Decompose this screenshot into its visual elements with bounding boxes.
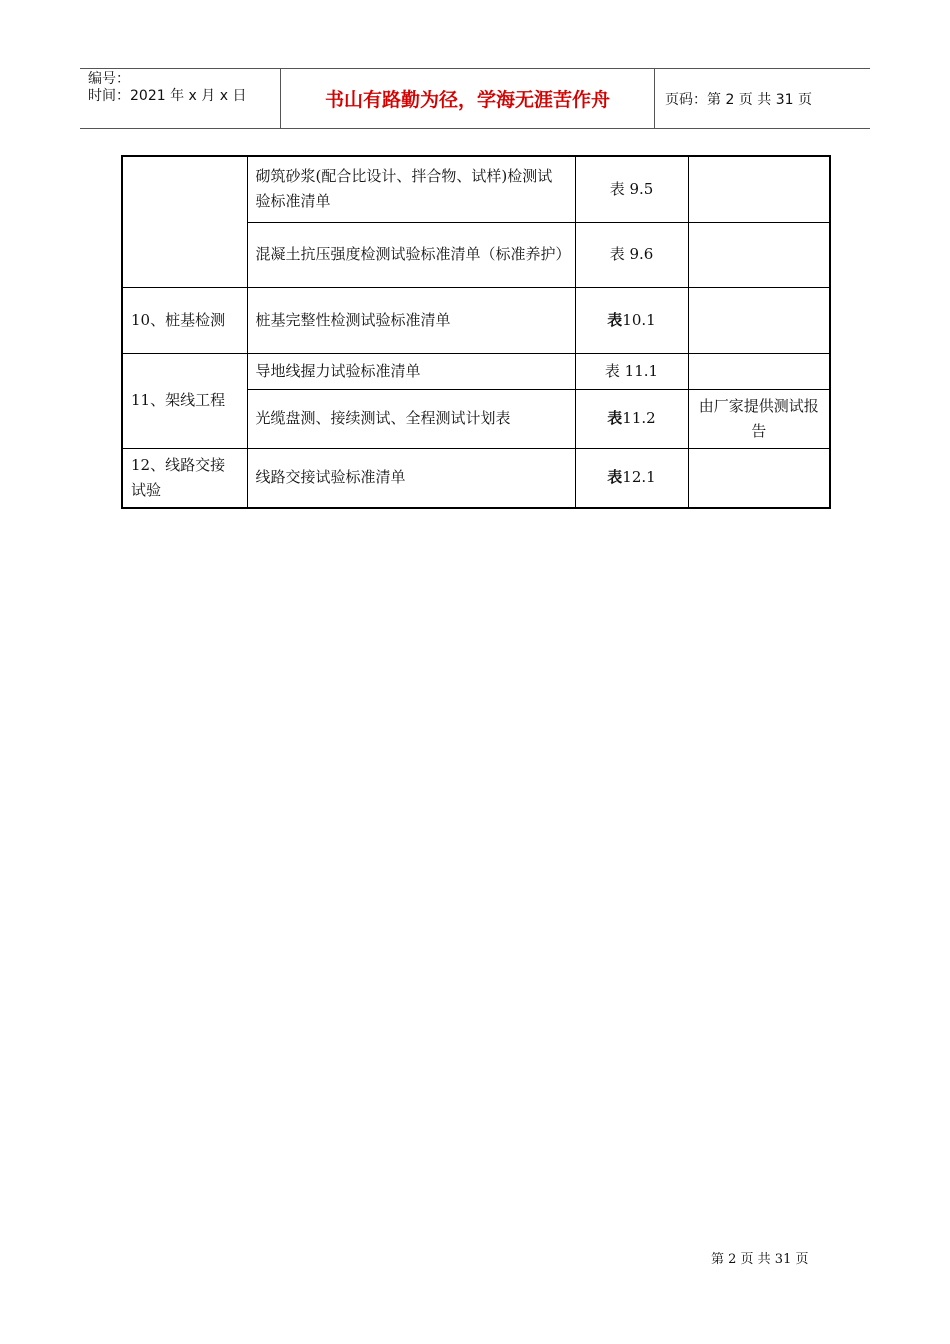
item-name-cell: 砌筑砂浆(配合比设计、拌合物、试样)检测试验标准清单 (247, 156, 575, 222)
table-code-cell (575, 287, 688, 353)
note-cell (688, 448, 830, 508)
table-code: 表 11.1 (604, 361, 659, 380)
category-cell: 12、线路交接试验 (122, 448, 247, 508)
header-page-info: 页码：第 2 页 共 31 页 (665, 91, 812, 108)
table-row (122, 156, 830, 222)
table-code-prefix: 表 (607, 310, 623, 329)
header-motto: 书山有路勤为径，学海无涯苦作舟 (281, 69, 655, 128)
note-cell: 由厂家提供测试报告 (688, 389, 830, 448)
table-code-cell (575, 389, 688, 448)
number-label: 编号： (88, 71, 130, 87)
table-code: 表 9.6 (609, 245, 654, 263)
table-code-prefix: 表 (607, 409, 623, 427)
table-row (122, 287, 830, 353)
category-cell: 10、桩基检测 (122, 287, 247, 353)
page-header (80, 68, 870, 129)
table-code: 10.1 (622, 310, 656, 329)
note-cell (688, 287, 830, 353)
category-cell (122, 156, 247, 287)
test-standards-table (121, 155, 831, 509)
note-cell (688, 222, 830, 287)
item-name-cell: 线路交接试验标准清单 (247, 448, 575, 508)
table-row (122, 448, 830, 508)
table-row (122, 353, 830, 389)
note-cell (688, 156, 830, 222)
table-code: 11.2 (622, 409, 656, 427)
time-label: 时间：2021 年 x 月 x 日 (88, 88, 247, 104)
table-code-cell (575, 156, 688, 222)
table-code-cell (575, 448, 688, 508)
table-code-prefix: 表 (607, 468, 623, 486)
header-meta (80, 69, 281, 128)
category-cell: 11、架线工程 (122, 353, 247, 448)
item-name-cell: 桩基完整性检测试验标准清单 (247, 287, 575, 353)
note-cell (688, 353, 830, 389)
page-footer: 第 2 页 共 31 页 (711, 1252, 809, 1267)
item-name-cell: 导地线握力试验标准清单 (247, 353, 575, 389)
table-code: 表 9.5 (609, 179, 654, 198)
item-name-cell: 光缆盘测、接续测试、全程测试计划表 (247, 389, 575, 448)
item-name-cell: 混凝土抗压强度检测试验标准清单（标准养护） (247, 222, 575, 287)
table-code-cell (575, 222, 688, 287)
table-code-cell (575, 353, 688, 389)
table-code: 12.1 (622, 468, 656, 486)
